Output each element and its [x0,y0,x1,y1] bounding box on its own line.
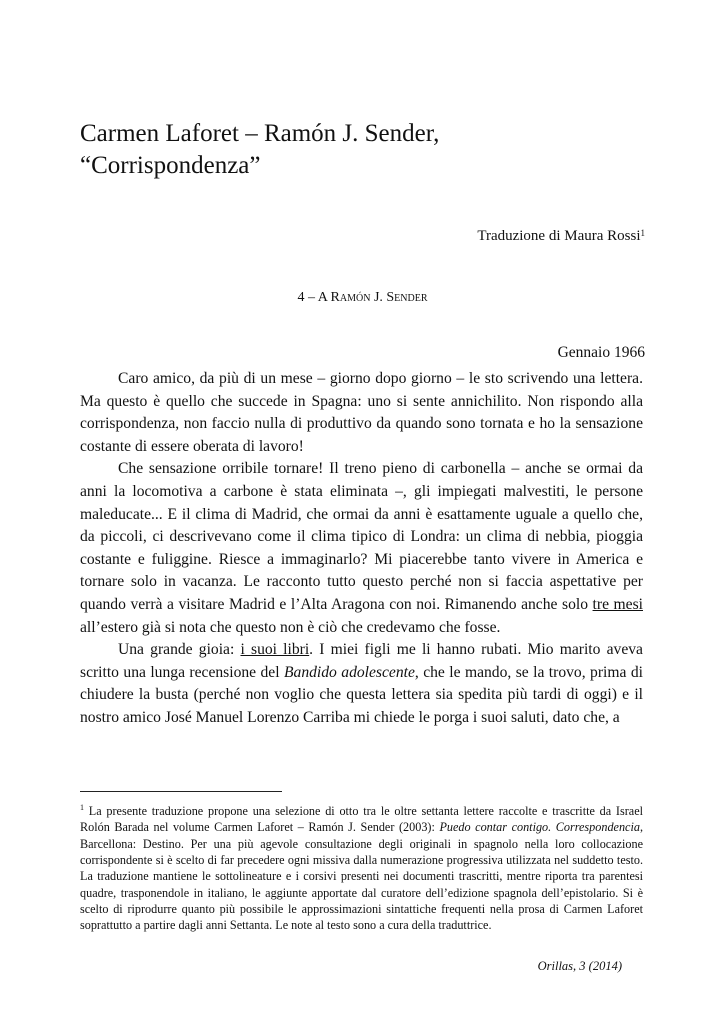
footnote-book-title: Puedo contar contigo. Correspondencia [439,820,640,835]
paragraph-2 [80,458,643,639]
page-title [80,118,650,182]
paragraph-1: Caro amico, da più di un mese – giorno dopo giorno – le sto scrivendo una lettera. Ma questo è quello che succede in Spagna: uno si sente annichilito. Non rispondo alla corrispondenza, non faccio nulla di produttivo da quando sono tornata e ho la sensazione costante di essere oberata di lavoro! [80,370,643,455]
letter-date: Gennaio 1966 [557,344,645,361]
footnote-text-a: La presente traduzione propone una selezione di otto tra le oltre settanta lettere raccolte e trascritte da Israel Rolón Barada nel volume Carmen Laforet – Ramón J. Sender (2003): [80,804,643,835]
footnote [80,800,643,933]
title-line-2: “Corrispondenza” [80,152,261,179]
letter-body [80,368,643,730]
footnote-text-b: , Barcellona: Destino. Per una più agevole consultazione degli originali in spagnolo nella loro collocazione corrispondente si è scelto di far precedere ogni missiva dalla numerazione progressiva utilizzata nel suddetto testo. La traduzione mantiene le sottolineature e i corsivi presenti nei documenti trascritti, mentre riporta tra parentesi quadre, trasponendole in italiano, le aggiunte apportate dal curatore dell’edizione spagnola dell’epistolario. Si è scelto di riprodurre quanto più possibile le approssimazioni sintattiche frequenti nella prosa di Carmen Laforet soprattutto a partire dagli anni Settanta. Le note al testo sono a cura della traduttrice. [80,820,643,933]
paragraph-3-text-b: . I miei figli me li hanno rubati. Mio marito aveva scritto una lunga recensione del [80,641,643,681]
footnote-divider [80,791,282,792]
journal-footer: Orillas, 3 (2014) [537,959,622,973]
letter-heading [0,289,725,307]
translator-name: Traduzione di Maura Rossi [477,228,641,244]
footnote-reference[interactable]: 1 [640,228,645,238]
translator-credit [477,227,645,245]
underlined-phrase: tre mesi [592,595,643,613]
title-line-1: Carmen Laforet – Ramón J. Sender, [80,120,440,147]
paragraph-2-text-a: Che sensazione orribile tornare! Il treno pieno di carbonella – anche se ormai da anni la locomotiva a carbone è stata eliminata –, gli impiegati malvestiti, le persone maleducate... E il clima di Madrid, che ormai da anni è esattamente uguale a quello che, da piccoli, ci descrivevano come il clima tipico di Londra: un clima di nebbia, pioggia costante e fuliggine. Riesce a immaginarlo? Mi piacerebbe tanto vivere in America e tornare solo in vacanza. Le racconto tutto questo perché non si faccia aspettative per quando verrà a visitare Madrid e l’Alta Aragona con noi. Rimanendo anche solo [80,460,643,613]
paragraph-3-text-a: Una grande gioia: [118,641,241,659]
letter-heading-recipient: Ramón J. Sender [330,290,428,305]
book-title: Bandido adolescente [284,663,415,681]
footnote-number: 1 [80,803,84,812]
paragraph-3-text-c: , che le mando, se la trovo, prima di chiudere la busta (perché non voglio che questa lettera sia spedita più tardi di oggi) e il nostro amico José Manuel Lorenzo Carriba mi chiede le porga i suoi saluti, dato che, a [80,663,643,726]
paragraph-2-text-b: all’estero già si nota che questo non è ciò che credevamo che fosse. [80,618,501,636]
paragraph-3 [80,639,643,729]
letter-heading-number: 4 – A [297,290,331,305]
underlined-phrase: i suoi libri [240,641,310,659]
